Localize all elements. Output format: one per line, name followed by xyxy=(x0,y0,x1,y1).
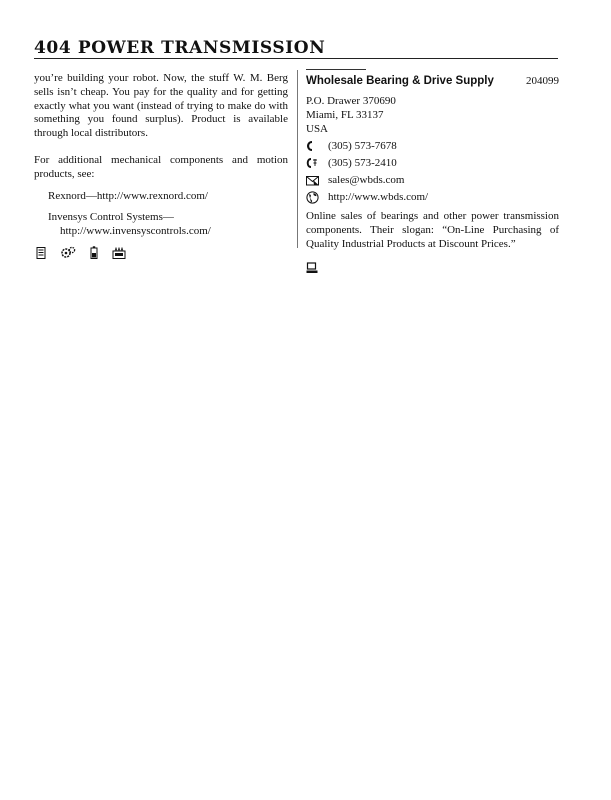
header-rule xyxy=(34,58,558,59)
phone-icon xyxy=(306,140,314,152)
email-icon xyxy=(306,175,319,186)
page-header xyxy=(34,38,558,58)
address-line: USA xyxy=(306,123,329,135)
reference-line: Rexnord—http://www.rexnord.com/ xyxy=(48,189,208,202)
entry-description: Online sales of bearings and other power transmission components. Their slogan: “On-Line Purchasing of Quality Industrial Products at Discount Prices.” xyxy=(306,210,559,250)
battery-icon xyxy=(90,246,98,259)
catalog-icon xyxy=(36,247,46,259)
fax-number: (305) 573-2410 xyxy=(328,157,397,169)
globe-icon xyxy=(306,191,319,204)
entry-id: 204099 xyxy=(526,75,559,87)
email-address[interactable]: sales@wbds.com xyxy=(328,174,405,186)
page-number: 404 xyxy=(34,38,72,58)
website-row xyxy=(306,190,559,204)
body-paragraph-2: For additional mechanical components and motion products, see: xyxy=(34,153,288,180)
phone-row xyxy=(306,139,559,153)
left-column xyxy=(34,72,288,259)
column-divider xyxy=(297,70,298,248)
website-url[interactable]: http://www.wbds.com/ xyxy=(328,191,429,203)
body-paragraph-1: you’re building your robot. Now, the stuff W. M. Berg sells isn’t cheap. You pay for the quality and for getting exactly what you want (instead of trying to make do with something you found surplus). Product is available through local distributors. xyxy=(34,72,288,140)
fax-icon xyxy=(306,157,318,169)
fax-row xyxy=(306,156,559,170)
reference-item xyxy=(48,190,288,204)
reference-item xyxy=(48,211,288,238)
company-name: Wholesale Bearing & Drive Supply xyxy=(306,75,494,87)
robot-kit-icon xyxy=(112,247,126,259)
reference-url: http://www.invensyscontrols.com/ xyxy=(60,224,211,237)
reference-line: Invensys Control Systems— xyxy=(48,211,174,224)
address xyxy=(306,94,559,136)
header-title xyxy=(34,38,558,58)
category-icons xyxy=(34,246,288,259)
section-title: POWER TRANSMISSION xyxy=(77,38,326,58)
entry-rule xyxy=(306,69,366,70)
computer-icon xyxy=(306,262,318,274)
email-row xyxy=(306,173,559,187)
address-line: P.O. Drawer 370690 xyxy=(306,95,396,107)
gears-icon xyxy=(60,246,76,259)
entry-listing xyxy=(306,72,559,278)
address-line: Miami, FL 33137 xyxy=(306,109,384,121)
phone-number: (305) 573-7678 xyxy=(328,140,397,152)
